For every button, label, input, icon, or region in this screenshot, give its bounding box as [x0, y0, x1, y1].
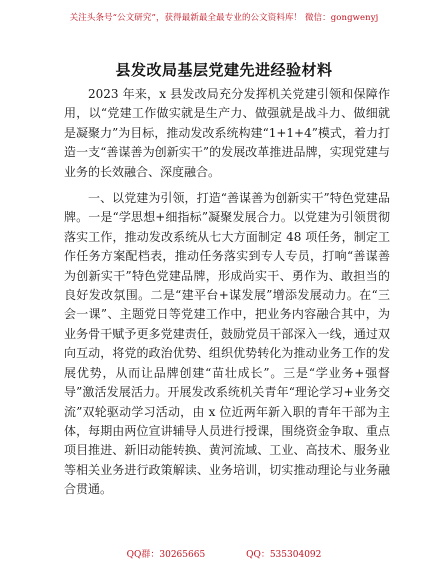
qq-group-text: QQ群：30265665	[126, 550, 206, 560]
promo-banner: 关注头条号“公文研究”，获得最新最全最专业的公文资料库！ 微信：gongwenyj	[69, 13, 379, 23]
paragraph-section-one: 一、以党建为引领，打造“善谋善为创新实干”特色党建品牌。一是“学思想+细指标”凝聚发展合力。以党建为引领贯彻落实工作，推动发改系统从七大方面制定 48 项任务，制定工作任务方案配档表，推动任务落实到专人专员，打响“善谋善为创新实干”特色党建品牌，形成尚实干、勇作为、敢担当的良好发改氛围。二是“建平台+谋发展”增添发展动力。在“三会一课”、主题党日等党建工作中，把业务内容融合其中，为业务骨干赋予更多党建责任，鼓励党员干部深入一线，通过双向互动，将党的政治优势、组织优势转化为推动业务工作的发展优势，从而让品牌创建“苗壮成长”。三是“学业务+强督导”激活发展活力。开展发改系统机关青年“理论学习+业务交流”双轮驱动学习活动，由 x 位近两年新入职的青年干部为主体，每期由两位宣讲辅导人员进行授课，围绕资金争取、重点项目推进、新旧动能转换、黄河流域、工业、高技术、服务业等相关业务进行政策解读、业务培训，切实推动理论与业务融合贯通。	[64, 191, 390, 497]
contact-footer	[0, 547, 448, 560]
document-body	[64, 85, 390, 500]
qq-text: QQ：535304092	[246, 550, 322, 560]
paragraph-intro: 2023 年来，x 县发改局充分发挥机关党建引领和保障作用，以“党建工作做实就是生产力、做强就是战斗力、做细就是凝聚力”为目标，推动发改系统构建“1+1+4”模式，着力打造一支“善谋善为创新实干”的发展改革推进品牌，实现党建与业务的长效融合、深度融合。	[64, 87, 390, 179]
document-title: 县发改局基层党建先进经验材料	[115, 61, 333, 79]
